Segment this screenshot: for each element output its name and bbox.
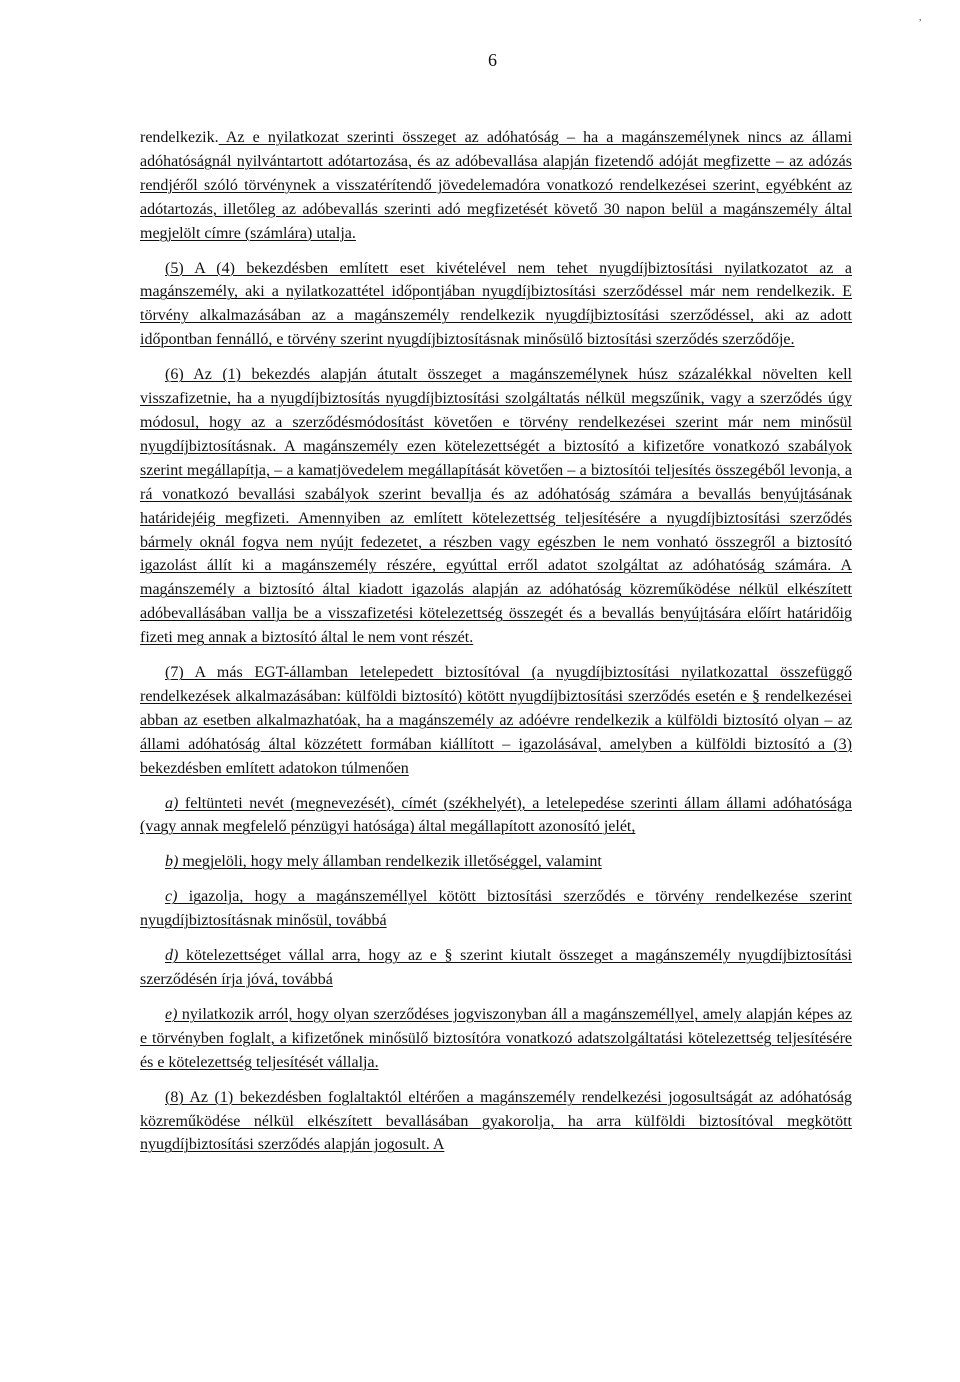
- list-label: b): [165, 853, 179, 871]
- list-item-a: [140, 792, 852, 840]
- list-text: megjelöli, hogy mely államban rendelkezik illetőséggel, valamint: [178, 853, 602, 871]
- scan-mark: ,: [919, 12, 922, 23]
- continuation-text: Az e nyilatkozat szerinti összeget az adóhatóság – ha a magánszemélynek nincs az állami adóhatóságnál nyilvántartott adótartozása, és az adóbevallása alapján fizetendő adóját megfizette – az adózás rendjéről szóló törvénynek a visszatérítendő jövedelemadóra vonatkozó rendelkezései szerint, egyébként az adótartozás, illetőleg az adóbevallás szerinti adó megfizetését követő 30 napon belül a magánszemély által megjelölt címre (számlára) utalja.: [140, 129, 852, 242]
- list-label: a): [165, 794, 179, 812]
- list-label: c): [165, 888, 178, 906]
- page-number: 6: [488, 50, 497, 70]
- paragraph-continuation: [140, 126, 852, 246]
- list-text: igazolja, hogy a magánszeméllyel kötött biztosítási szerződés e törvény rendelkezése szerint nyugdíjbiztosításnak minősül, továbbá: [140, 888, 852, 930]
- list-item-e: [140, 1003, 852, 1075]
- document-body: [140, 126, 852, 1168]
- paragraph-7: (7) A más EGT-államban letelepedett biztosítóval (a nyugdíjbiztosítási nyilatkozattal összefüggő rendelkezések alkalmazásában: külföldi biztosító) kötött nyugdíjbiztosítási szerződés esetén e § rendelkezései abban az esetben alkalmazhatóak, ha a magánszemély az adóévre rendelkezik a külföldi biztosító olyan – az állami adóhatóság által közzétett formában kiállított – igazolásával, amelyben a külföldi biztosító a (3) bekezdésben említett adatokon túlmenően: [140, 664, 852, 777]
- paragraph-8: (8) Az (1) bekezdésben foglaltaktól eltérően a magánszemély rendelkezési jogosultságát az adóhatóság közreműködése nélkül elkészített bevallásában gyakorolja, ha arra külföldi biztosítóval megkötött nyugdíjbiztosítási szerződés alapján jogosult. A: [140, 1088, 852, 1154]
- list-item-b: [140, 850, 852, 874]
- list-text: nyilatkozik arról, hogy olyan szerződéses jogviszonyban áll a magánszeméllyel, amely alapján képes az e törvényben foglalt, a kifizetőnek minősülő biztosítóra vonatkozó adatszolgáltatási kötelezettség teljesítésére és e kötelezettség teljesítését vállalja.: [140, 1005, 852, 1071]
- continuation-word: rendelkezik.: [140, 129, 219, 146]
- paragraph-6: (6) Az (1) bekezdés alapján átutalt összeget a magánszemélynek húsz százalékkal növelten kell visszafizetnie, ha a nyugdíjbiztosítás nyugdíjbiztosítási szolgáltatás nélkül megszűnik, vagy a szerződés úgy módosul, hogy az a szerződésmódosítást követően e törvény rendelkezései szerint már nem minősül nyugdíjbiztosításnak. A magánszemély ezen kötelezettségét a biztosító a kifizetőre vonatkozó szabályok szerint megállapítja, – a kamatjövedelem megállapítását követően – a biztosítói teljesítés összegéből levonja, a rá vonatkozó bevallási szabályok szerint bevallja és az adóhatóság számára a bevallás benyújtásának határidejéig megfizeti. Amennyiben az említett kötelezettség teljesítésére a nyugdíjbiztosítási szerződés bármely oknál fogva nem nyújt fedezetet, a részben vagy egészben le nem vonható összegről a biztosító igazolást állít ki a magánszemély részére, egyúttal erről adatot szolgáltat az adóhatóság számára. A magánszemély a biztosító által kiadott igazolás alapján az adóhatóság közreműködése nélkül elkészített adóbevallásában vallja be a visszafizetési kötelezettség összegét és a bevallás benyújtására előírt határidőig fizeti meg annak a biztosító által le nem vont részét.: [140, 366, 852, 647]
- list-item-c: [140, 885, 852, 933]
- list-label: d): [165, 947, 179, 965]
- list-text: feltünteti nevét (megnevezését), címét (székhelyét), a letelepedése szerinti állam állami adóhatósága (vagy annak megfelelő pénzügyi hatósága) által megállapított azonosító jelét,: [140, 794, 852, 836]
- list-text: kötelezettséget vállal arra, hogy az e § szerint kiutalt összeget a magánszemély nyugdíjbiztosítási szerződésén írja jóvá, továbbá: [140, 947, 852, 988]
- list-label: e): [165, 1005, 178, 1023]
- paragraph-5: (5) A (4) bekezdésben említett eset kivételével nem tehet nyugdíjbiztosítási nyilatkozatot az a magánszemély, aki a nyilatkozattétel időpontjában nyugdíjbiztosítási szerződéssel már nem rendelkezik. E törvény alkalmazásában az a magánszemély rendelkezik nyugdíjbiztosítási szerződéssel, aki az adott időpontban fennálló, e törvény szerint nyugdíjbiztosításnak minősülő biztosítási szerződés szerződője.: [140, 259, 852, 349]
- list-item-d: [140, 944, 852, 992]
